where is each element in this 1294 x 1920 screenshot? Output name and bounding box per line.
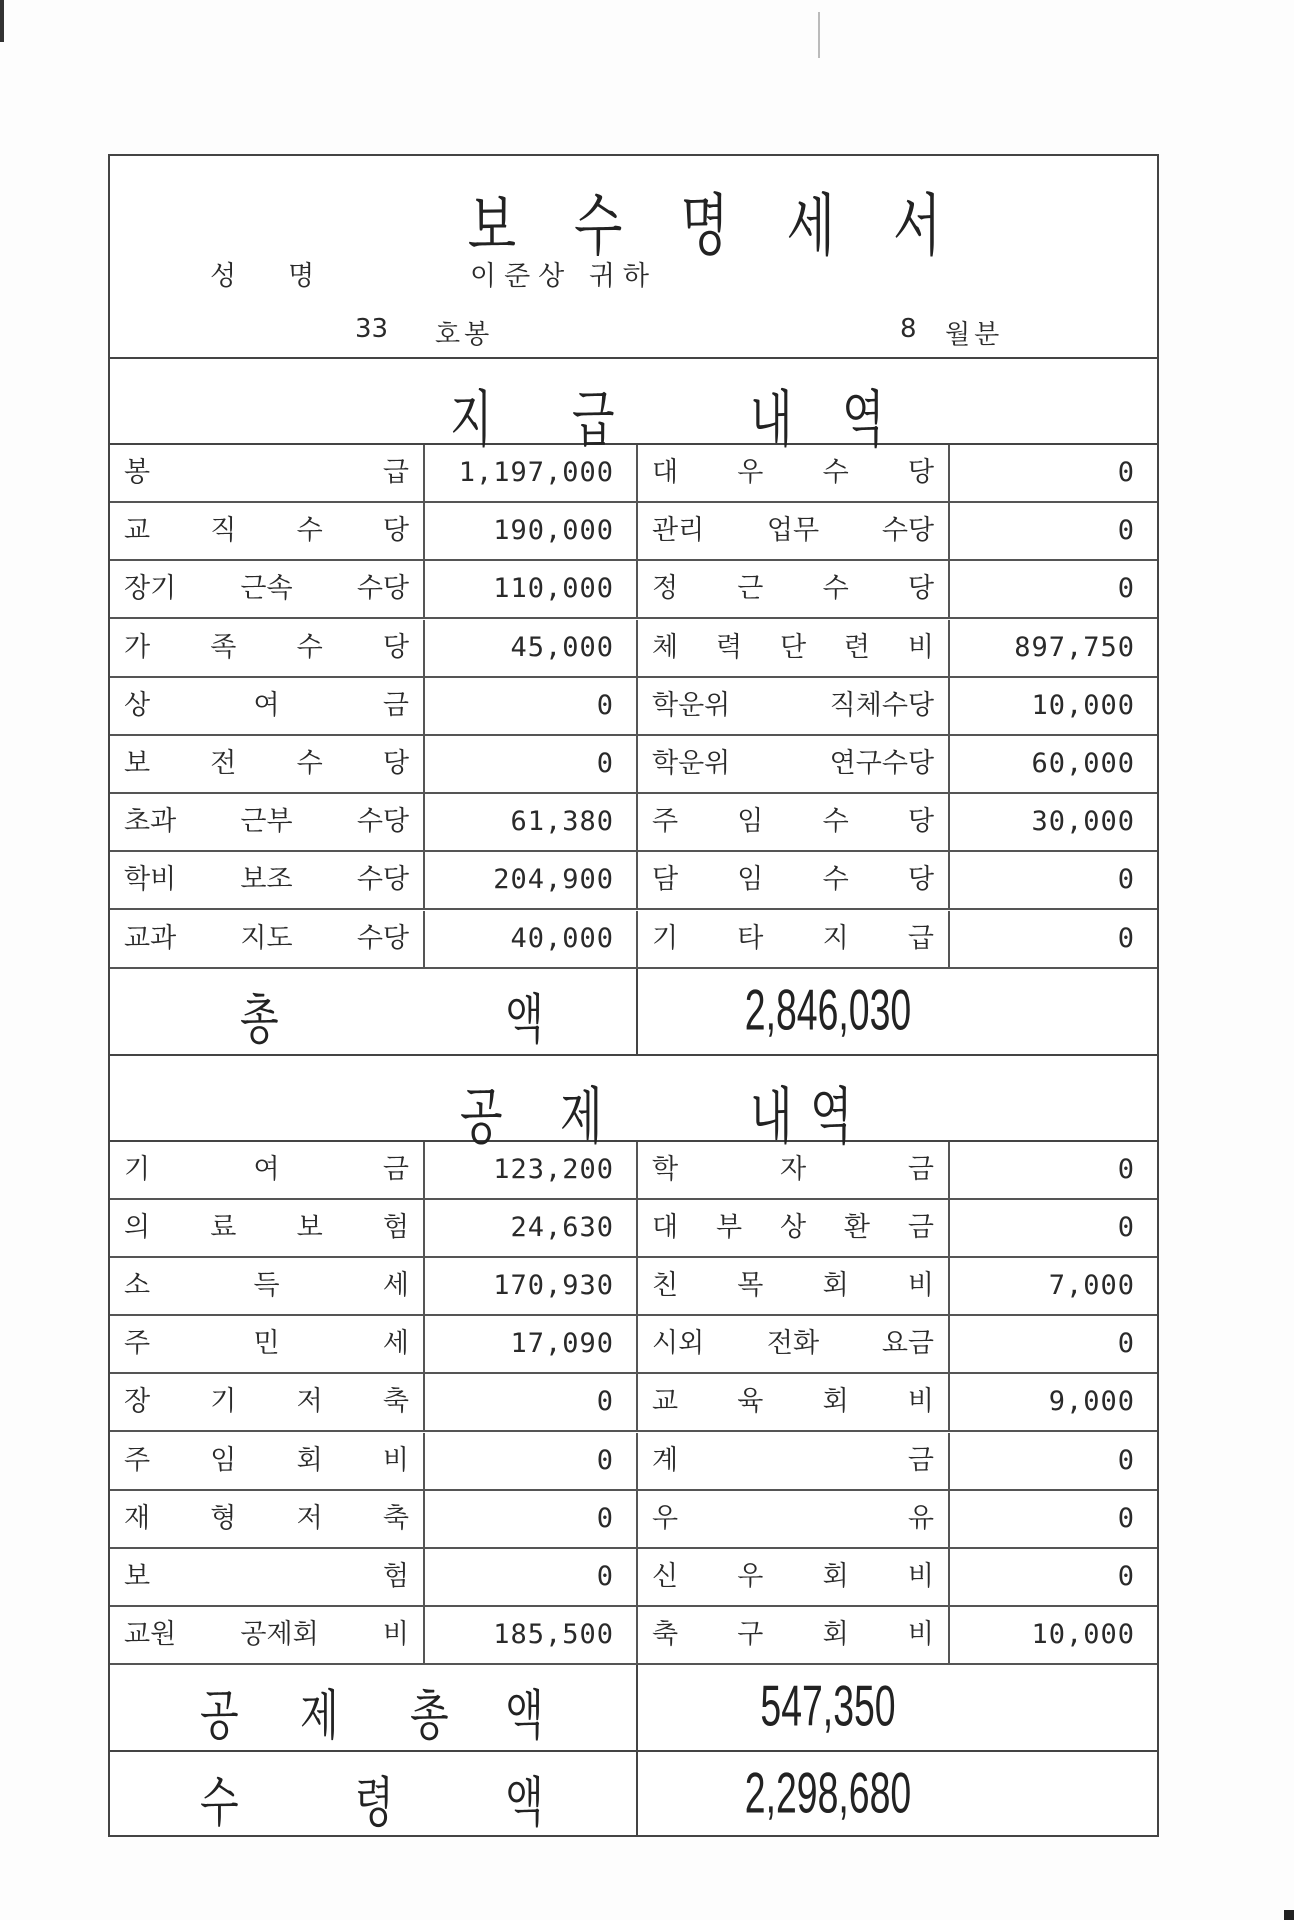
item-label: [638, 1433, 950, 1489]
label-part: 상: [124, 689, 151, 721]
label-part: 비: [907, 631, 934, 663]
name-label: 성명: [210, 261, 367, 292]
label-part: 교: [652, 1386, 679, 1418]
item-label: [638, 911, 950, 967]
item-label: [110, 1433, 425, 1489]
label-part: 당: [907, 457, 934, 488]
label-part: 험: [382, 1212, 409, 1244]
table-row: [110, 620, 1157, 678]
payments-total-value: 2,846,030: [744, 979, 912, 1043]
label-part: 당: [907, 573, 934, 605]
net-pay-row: [110, 1752, 1157, 1835]
label-part: 신: [652, 1560, 679, 1592]
net-pay-value: 2,298,680: [744, 1762, 912, 1826]
item-label: [638, 1607, 950, 1663]
item-amount: 17,090: [425, 1316, 638, 1372]
label-part: 소: [124, 1270, 151, 1302]
payments-total-row: [110, 969, 1157, 1056]
label-part: 대: [652, 1212, 679, 1244]
label-part: 수당: [356, 806, 409, 838]
document-title: 보수명세서: [467, 186, 1000, 266]
label-part: 학: [652, 1154, 679, 1185]
item-amount: 110,000: [425, 561, 638, 617]
label-part: 보: [124, 1560, 151, 1592]
item-amount: 0: [1117, 1560, 1135, 1592]
label-part: 당: [907, 806, 934, 838]
table-row: [110, 1258, 1157, 1316]
item-amount: 0: [1117, 1444, 1135, 1476]
label-part: 환: [843, 1212, 870, 1244]
table-row: [110, 911, 1157, 969]
label-part: 정: [652, 573, 679, 605]
month-value: 8: [900, 314, 917, 344]
label-part: 임: [737, 864, 764, 896]
title-char: 내: [750, 1081, 793, 1153]
label-part: 목: [737, 1270, 764, 1302]
title-char: 내: [750, 384, 793, 456]
label-part: 보조: [240, 864, 293, 896]
label-part: 시외: [652, 1328, 705, 1360]
item-amount: 60,000: [1031, 748, 1135, 779]
item-label: [110, 1258, 425, 1314]
label-part: 근: [737, 573, 764, 605]
title-char: 지: [450, 384, 493, 456]
label-part: 비: [907, 1386, 934, 1418]
label-part: 회: [822, 1560, 849, 1592]
table-row: [110, 445, 1157, 503]
grade-unit: 호봉: [435, 320, 494, 350]
item-label: [638, 1316, 950, 1372]
item-label: [638, 794, 950, 850]
label-part: 우: [652, 1502, 679, 1534]
item-label: [638, 1258, 950, 1314]
label-part: 회: [822, 1386, 849, 1418]
label-part: 력: [715, 631, 743, 663]
item-label: [110, 445, 425, 501]
table-row: [110, 561, 1157, 619]
deductions-total-value: 547,350: [760, 1675, 896, 1739]
label-part: 타: [737, 922, 764, 954]
label-part: 저: [296, 1386, 323, 1418]
item-amount: 1,197,000: [425, 445, 638, 501]
label-part: 전화: [766, 1328, 820, 1360]
item-label: [110, 678, 425, 734]
label-part: 학운위: [652, 748, 731, 779]
label-part: 축: [382, 1386, 409, 1418]
label-part: 유: [907, 1502, 934, 1534]
label-part: 의: [124, 1212, 151, 1244]
item-amount: 30,000: [1031, 806, 1135, 838]
scan-artifact: [1284, 1910, 1294, 1920]
label-part: 수: [296, 515, 323, 547]
label-part: 연구수당: [829, 748, 934, 779]
label-part: 수당: [356, 573, 409, 605]
label-part: 비: [907, 1618, 934, 1650]
table-row: [110, 852, 1157, 910]
item-amount: 10,000: [1031, 689, 1135, 721]
label-char: 액: [505, 989, 544, 1052]
title-char: 역: [842, 384, 885, 456]
table-row: [110, 1142, 1157, 1200]
item-label: [110, 736, 425, 792]
item-label: [110, 503, 425, 559]
deductions-total-label: [110, 1665, 638, 1750]
item-label: [110, 911, 425, 967]
item-label: [638, 852, 950, 908]
label-part: 우: [737, 1560, 764, 1592]
item-label: [638, 503, 950, 559]
label-part: 수: [822, 806, 849, 838]
item-label: [638, 678, 950, 734]
item-amount: 0: [1117, 1154, 1135, 1185]
pay-statement-table: [108, 154, 1159, 1837]
label-part: 금: [382, 689, 409, 721]
label-part: 수: [822, 573, 849, 605]
item-amount: 7,000: [1048, 1270, 1135, 1302]
label-part: 보: [296, 1212, 323, 1244]
label-char: 수: [200, 1772, 239, 1835]
label-part: 근부: [240, 806, 293, 838]
item-amount: 185,500: [425, 1607, 638, 1663]
label-part: 학운위: [652, 689, 731, 721]
item-label: [110, 1374, 425, 1430]
table-row: [110, 1200, 1157, 1258]
label-part: 련: [843, 631, 870, 663]
item-amount: 9,000: [1048, 1386, 1135, 1418]
table-row: [110, 794, 1157, 852]
item-label: [638, 445, 950, 501]
label-char: 액: [505, 1772, 544, 1835]
item-amount: 0: [425, 1374, 638, 1430]
label-part: 여: [253, 689, 280, 721]
item-label: [110, 1549, 425, 1605]
name-value: 이준상 귀하: [470, 261, 657, 292]
label-part: 료: [210, 1212, 237, 1244]
label-part: 주: [124, 1444, 151, 1476]
label-part: 교원: [124, 1618, 177, 1650]
label-part: 회: [296, 1444, 323, 1476]
label-part: 당: [382, 515, 409, 547]
item-label: [638, 1491, 950, 1547]
label-part: 주: [652, 806, 679, 838]
label-part: 요금: [881, 1328, 934, 1360]
label-part: 교과: [124, 922, 177, 954]
net-pay-label: [110, 1752, 638, 1835]
label-part: 지도: [240, 922, 293, 954]
item-label: [638, 736, 950, 792]
label-part: 금: [907, 1212, 934, 1244]
label-char: 령: [355, 1772, 394, 1835]
item-label: [110, 620, 425, 676]
item-label: [110, 1200, 425, 1256]
label-part: 족: [210, 631, 237, 663]
item-amount: 0: [1117, 1502, 1135, 1534]
label-part: 형: [210, 1502, 237, 1534]
label-part: 구: [737, 1618, 764, 1650]
label-part: 재: [124, 1502, 151, 1534]
item-amount: 0: [425, 736, 638, 792]
label-part: 여: [253, 1154, 280, 1185]
label-part: 축: [652, 1618, 679, 1650]
label-part: 업무: [766, 515, 820, 547]
label-part: 득: [253, 1270, 280, 1302]
item-amount: 190,000: [425, 503, 638, 559]
item-label: [638, 1374, 950, 1430]
label-part: 상: [779, 1212, 807, 1244]
label-part: 대: [652, 457, 679, 488]
label-part: 회: [822, 1270, 849, 1302]
table-row: [110, 1374, 1157, 1432]
item-amount: 0: [1117, 864, 1135, 896]
label-part: 부: [715, 1212, 743, 1244]
item-label: [638, 1549, 950, 1605]
payments-total-label: [110, 969, 638, 1054]
label-part: 금: [907, 1154, 934, 1185]
table-row: [110, 1433, 1157, 1491]
item-label: [638, 620, 950, 676]
label-part: 직: [210, 515, 237, 547]
label-part: 임: [210, 1444, 237, 1476]
label-char: 총: [240, 989, 279, 1052]
label-part: 담: [652, 864, 679, 896]
label-part: 임: [737, 806, 764, 838]
item-label: [110, 794, 425, 850]
item-label: [638, 561, 950, 617]
label-part: 수당: [356, 922, 409, 954]
item-amount: 0: [425, 1433, 638, 1489]
label-part: 학비: [124, 864, 177, 896]
label-part: 지: [822, 922, 849, 954]
item-amount: 0: [425, 1549, 638, 1605]
statement-header: [110, 156, 1157, 359]
item-label: [638, 1142, 950, 1198]
table-row: [110, 1316, 1157, 1374]
label-part: 공제회: [240, 1618, 319, 1650]
label-part: 근속: [240, 573, 293, 605]
label-part: 계: [652, 1444, 679, 1476]
table-row: [110, 1549, 1157, 1607]
label-char: 공: [200, 1685, 239, 1748]
label-part: 장기: [124, 573, 177, 605]
item-amount: 40,000: [425, 911, 638, 967]
title-char: 역: [810, 1081, 853, 1153]
payments-section-title: [110, 359, 1157, 456]
label-part: 기: [124, 1154, 151, 1185]
label-part: 저: [296, 1502, 323, 1534]
label-part: 당: [382, 748, 409, 779]
scan-artifact: [818, 12, 820, 58]
item-amount: 61,380: [425, 794, 638, 850]
label-part: 가: [124, 631, 151, 663]
title-char: 제: [560, 1081, 603, 1153]
deductions-total-row: [110, 1665, 1157, 1752]
label-part: 초과: [124, 806, 177, 838]
item-amount: 0: [1117, 573, 1135, 605]
label-part: 수당: [881, 515, 934, 547]
label-part: 수: [822, 457, 849, 488]
label-part: 수: [296, 748, 323, 779]
month-unit: 월분: [945, 320, 1004, 350]
label-part: 장: [124, 1386, 151, 1418]
label-part: 수: [296, 631, 323, 663]
table-row: [110, 1491, 1157, 1549]
label-part: 금: [907, 1444, 934, 1476]
label-part: 우: [737, 457, 764, 488]
item-amount: 897,750: [1014, 631, 1135, 663]
title-char: 급: [572, 384, 615, 456]
label-part: 비: [907, 1270, 934, 1302]
label-char: 액: [505, 1685, 544, 1748]
scan-artifact: [0, 0, 4, 42]
label-part: 기: [210, 1386, 237, 1418]
deductions-section-title: [110, 1056, 1157, 1153]
table-row: [110, 736, 1157, 794]
label-part: 세: [382, 1270, 409, 1302]
item-amount: 0: [1117, 1328, 1135, 1360]
label-part: 수: [822, 864, 849, 896]
label-part: 축: [382, 1502, 409, 1534]
label-part: 비: [907, 1560, 934, 1592]
label-part: 수당: [356, 864, 409, 896]
label-part: 험: [382, 1560, 409, 1592]
label-char: 제: [300, 1685, 339, 1748]
item-amount: 170,930: [425, 1258, 638, 1314]
label-part: 육: [737, 1386, 764, 1418]
label-part: 기: [652, 922, 679, 954]
label-part: 단: [779, 631, 807, 663]
label-part: 급: [907, 922, 934, 954]
label-part: 세: [382, 1328, 409, 1360]
item-amount: 45,000: [425, 620, 638, 676]
label-part: 체: [652, 631, 679, 663]
item-label: [110, 1316, 425, 1372]
item-amount: 123,200: [425, 1142, 638, 1198]
title-char: 공: [460, 1081, 503, 1153]
item-label: [110, 561, 425, 617]
label-part: 전: [210, 748, 237, 779]
item-amount: 0: [1117, 922, 1135, 954]
label-part: 관리: [652, 515, 705, 547]
item-label: [110, 1607, 425, 1663]
item-amount: 0: [1117, 457, 1135, 488]
item-label: [638, 1200, 950, 1256]
item-label: [110, 852, 425, 908]
label-part: 당: [907, 864, 934, 896]
label-part: 보: [124, 748, 151, 779]
table-row: [110, 678, 1157, 736]
label-part: 비: [382, 1444, 409, 1476]
label-part: 자: [779, 1154, 807, 1185]
label-part: 급: [382, 457, 409, 488]
label-part: 직체수당: [829, 689, 934, 721]
label-part: 봉: [124, 457, 151, 488]
label-part: 교: [124, 515, 151, 547]
item-amount: 24,630: [425, 1200, 638, 1256]
item-amount: 0: [425, 678, 638, 734]
label-part: 민: [253, 1328, 280, 1360]
label-part: 금: [382, 1154, 409, 1185]
item-label: [110, 1142, 425, 1198]
label-part: 친: [652, 1270, 679, 1302]
grade-value: 33: [355, 314, 389, 344]
item-amount: 204,900: [425, 852, 638, 908]
table-row: [110, 1607, 1157, 1665]
label-part: 회: [822, 1618, 849, 1650]
table-row: [110, 503, 1157, 561]
label-char: 총: [410, 1685, 449, 1748]
item-amount: 0: [1117, 515, 1135, 547]
label-part: 주: [124, 1328, 151, 1360]
item-amount: 10,000: [1031, 1618, 1135, 1650]
item-label: [110, 1491, 425, 1547]
label-part: 비: [382, 1618, 409, 1650]
item-amount: 0: [1117, 1212, 1135, 1244]
label-part: 당: [382, 631, 409, 663]
item-amount: 0: [425, 1491, 638, 1547]
